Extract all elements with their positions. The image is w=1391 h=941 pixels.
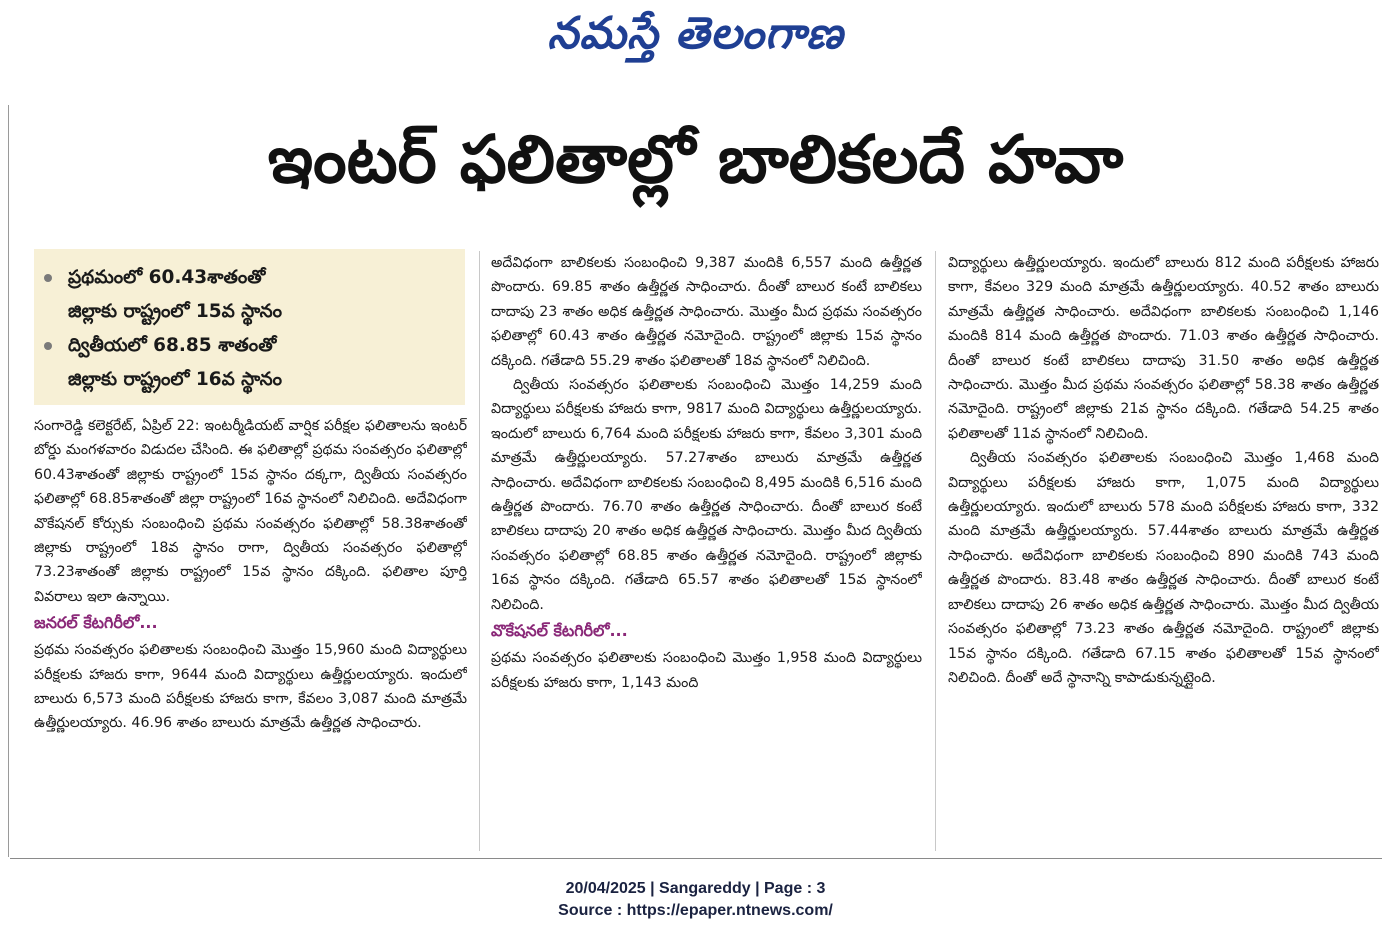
- newspaper-masthead: నమస్తే తెలంగాణ: [547, 8, 844, 59]
- bottom-border-rule: [10, 858, 1382, 859]
- vocational-first-year-continued: విద్యార్థులు ఉత్తీర్ణులయ్యారు. ఇందులో బాలురు 812 మంది పరీక్షలకు హాజరు కాగా, కేవలం 329 మంది మాత్రమే ఉత్తీర్ణులయ్యారు. 40.52 శాతం బాలురు మాత్రమే ఉత్తీర్ణత సాధించారు. అదేవిధంగా బాలికలకు సంబంధించి 1,146 మందికి 814 మంది ఉత్తీర్ణత పొందారు. 71.03 శాతం ఉత్తీర్ణత సాధించారు. దీంతో బాలుర కంటే బాలికలు దాదాపు 31.50 శాతం అధిక ఉత్తీర్ణత సాధించారు. మొత్తం మీద ప్రథమ సంవత్సరం ఫలితాల్లో 58.38 శాతం ఉత్తీర్ణత నమోదైంది. రాష్ట్రంలో జిల్లాకు 21వ స్థానం దక్కింది. గతేడాది 54.25 శాతం ఫలితాలతో 11వ స్థానంలో నిలిచింది.: [948, 255, 1379, 442]
- highlight-2-text: ద్వితీయలో 68.85 శాతంతో: [68, 335, 277, 356]
- column-divider: [935, 251, 936, 851]
- vocational-second-year-paragraph: ద్వితీయ సంవత్సరం ఫలితాలకు సంబంధించి మొత్తం 1,468 మంది విద్యార్థులు పరీక్షలకు హాజరు కాగా, 1,075 మంది విద్యార్థులు ఉత్తీర్ణులయ్యారు. ఇందులో బాలురు 578 మంది పరీక్షలకు హాజరు కాగా, 332 మంది మాత్రమే ఉత్తీర్ణులయ్యారు. 57.44శాతం బాలురు మాత్రమే ఉత్తీర్ణత సాధించారు. అదేవిధంగా బాలికలకు సంబంధించి 890 మందికి 743 మంది ఉత్తీర్ణత పొందారు. 83.48 శాతం ఉత్తీర్ణత సాధించారు. దీంతో బాలుర కంటే బాలికలు దాదాపు 26 శాతం అధిక ఉత్తీర్ణత సాధించారు. మొత్తం మీద ద్వితీయ సంవత్సరం ఫలితాల్లో 73.23 శాతం ఉత్తీర్ణత నమోదైంది. రాష్ట్రంలో జిల్లాకు 15వ స్థానం దక్కింది. గతేడాది 67.15 శాతం ఫలితాలతో 15వ స్థానంలో నిలిచింది. దీంతో అదే స్థానాన్ని కాపాడుకున్నట్లైంది.: [948, 450, 1379, 686]
- bullet-icon: [44, 342, 52, 350]
- article-column-3: [948, 251, 1379, 854]
- bullet-icon: [44, 274, 52, 282]
- highlight-2-line-2: జిల్లాకు రాష్ట్రంలో 16వ స్థానం: [68, 369, 283, 390]
- source-link[interactable]: Source : https://epaper.ntnews.com/: [558, 902, 833, 919]
- vocational-category-subhead: వొకేషనల్‌ కేటగిరీలో...: [491, 621, 628, 641]
- article-headline: ఇంటర్‌ ఫలితాల్లో బాలికలదే హవా: [267, 121, 1124, 198]
- highlight-1-line-2: జిల్లాకు రాష్ట్రంలో 15వ స్థానం: [68, 301, 283, 322]
- general-girls-paragraph: అదేవిధంగా బాలికలకు సంబంధించి 9,387 మందికి 6,557 మంది ఉత్తీర్ణత పొందారు. 69.85 శాతం ఉత్తీర్ణత సాధించారు. దీంతో బాలుర కంటే బాలికలు దాదాపు 23 శాతం అధిక ఉత్తీర్ణత సాధించారు. మొత్తం మీద ప్రథమ సంవత్సరం ఫలితాల్లో 60.43 శాతం ఉత్తీర్ణత నమోదైంది. రాష్ట్రంలో జిల్లాకు 15వ స్థానం దక్కింది. గతేడాది 55.29 శాతం ఫలితాలతో 18వ స్థానంలో నిలిచింది.: [491, 255, 922, 369]
- article-column-1: [34, 414, 467, 854]
- highlight-1-line-1: [44, 261, 457, 295]
- column-divider: [479, 251, 480, 851]
- article-column-2: [491, 251, 922, 854]
- left-border-rule: [8, 105, 9, 857]
- general-first-year-paragraph: ప్రథమ సంవత్సరం ఫలితాలకు సంబంధించి మొత్తం 15,960 మంది విద్యార్థులు పరీక్షలకు హాజరు కాగా, 9644 మంది విద్యార్థులు ఉత్తీర్ణులయ్యారు. ఇందులో బాలురు 6,573 మంది పరీక్షలకు హాజరు కాగా, కేవలం 3,087 మంది మాత్రమే ఉత్తీర్ణులయ్యారు. 46.96 శాతం బాలురు మాత్రమే ఉత్తీర్ణత సాధించారు.: [34, 642, 467, 732]
- highlight-2-line-1: [44, 329, 457, 363]
- intro-paragraph: సంగారెడ్డి కలెక్టరేట్‌, ఏప్రిల్‌ 22: ఇంటర్మీడియట్‌ వార్షిక పరీక్షల ఫలితాలను ఇంటర్‌ బోర్డు మంగళవారం విడుదల చేసింది. ఈ ఫలితాల్లో ప్రథమ సంవత్సరం ఫలితాల్లో 60.43శాతంతో జిల్లాకు రాష్ట్రంలో 15వ స్థానం దక్కగా, ద్వితీయ సంవత్సరం ఫలితాల్లో 68.85శాతంతో జిల్లా రాష్ట్రంలో 16వ స్థానంలో నిలిచింది. అదేవిధంగా వొకేషనల్‌ కోర్సుకు సంబంధించి ప్రథమ సంవత్సరం ఫలితాల్లో 58.38శాతంతో జిల్లాకు రాష్ట్రంలో 18వ స్థానం రాగా, ద్వితీయ సంవత్సరం ఫలితాల్లో 73.23శాతంతో జిల్లాకు రాష్ట్రంలో 15వ స్థానం దక్కింది. ఫలితాల పూర్తి వివరాలు ఇలా ఉన్నాయి.: [34, 418, 467, 605]
- edition-info: 20/04/2025 | Sangareddy | Page : 3: [565, 880, 826, 897]
- general-category-subhead: జనరల్‌ కేటగిరీలో...: [34, 613, 158, 633]
- highlight-1-text: ప్రథమంలో 60.43శాతంతో: [68, 267, 266, 288]
- highlights-box: [34, 249, 465, 405]
- general-second-year-paragraph: ద్వితీయ సంవత్సరం ఫలితాలకు సంబంధించి మొత్తం 14,259 మంది విద్యార్థులు పరీక్షలకు హాజరు కాగా, 9817 మంది విద్యార్థులు ఉత్తీర్ణులయ్యారు. ఇందులో బాలురు 6,764 మంది పరీక్షలకు హాజరు కాగా, కేవలం 3,301 మంది మాత్రమే ఉత్తీర్ణులయ్యారు. 57.27శాతం బాలురు మాత్రమే ఉత్తీర్ణత సాధించారు. అదేవిధంగా బాలికలకు సంబంధించి 8,495 మందికి 6,516 మంది ఉత్తీర్ణత పొందారు. 76.70 శాతం ఉత్తీర్ణత సాధించారు. దీంతో బాలుర కంటే బాలికలు దాదాపు 20 శాతం అధిక ఉత్తీర్ణత సాధించారు. మొత్తం మీద ద్వితీయ సంవత్సరం ఫలితాల్లో 68.85 శాతం ఉత్తీర్ణత నమోదైంది. రాష్ట్రంలో జిల్లాకు 16వ స్థానం దక్కింది. గతేడాది 65.57 శాతం ఫలితాలతో 15వ స్థానంలో నిలిచింది.: [491, 377, 922, 613]
- vocational-first-year-paragraph: ప్రథమ సంవత్సరం ఫలితాలకు సంబంధించి మొత్తం 1,958 మంది విద్యార్థులు పరీక్షలకు హాజరు కాగా, 1,143 మంది: [491, 650, 922, 691]
